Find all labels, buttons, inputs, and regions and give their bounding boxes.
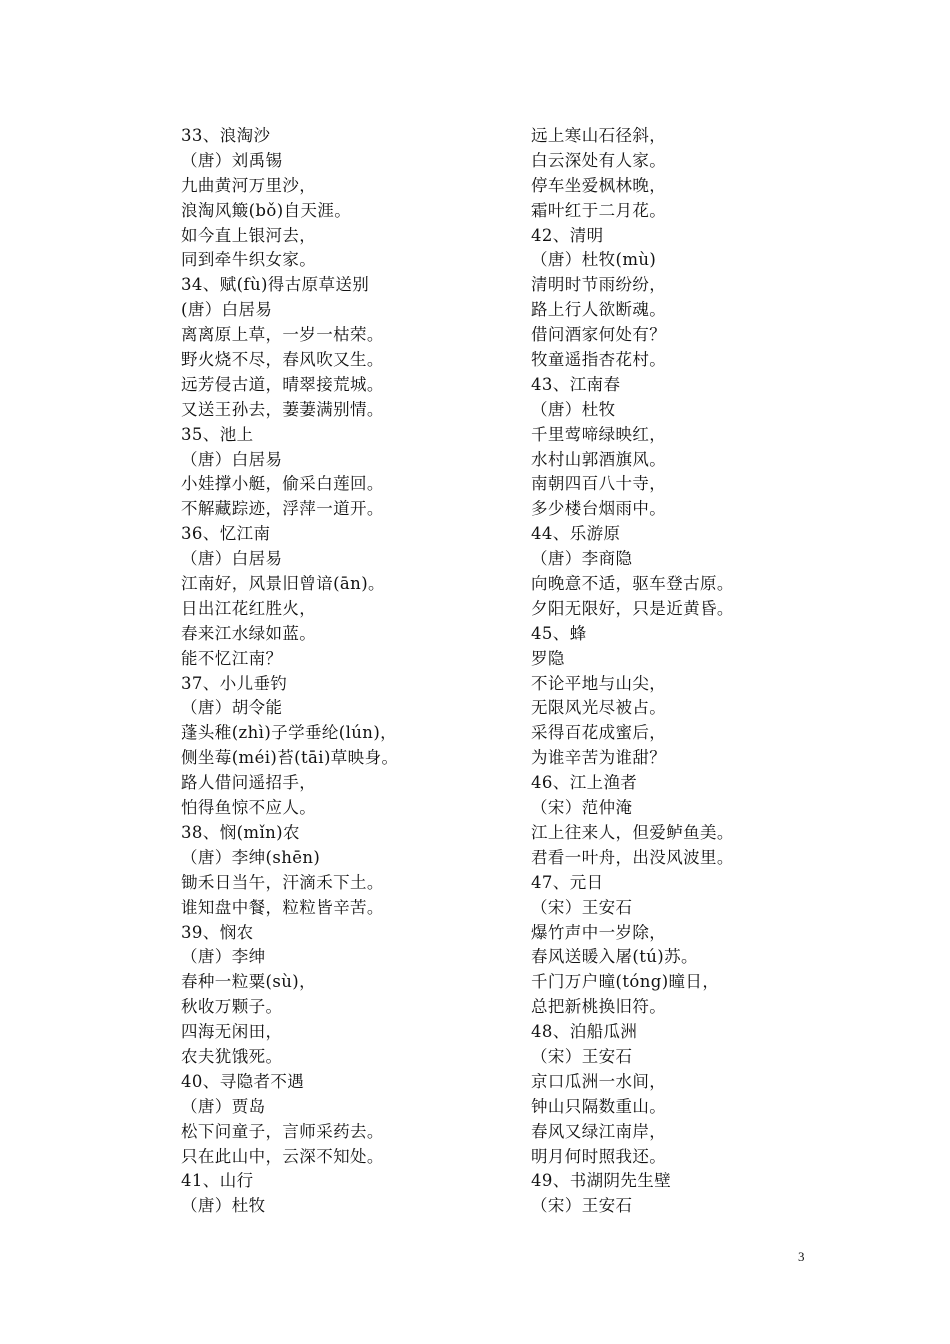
text-line: 蓬头稚(zhì)子学垂纶(lún)， xyxy=(181,723,398,743)
text-line: 南朝四百八十寺， xyxy=(531,474,667,494)
text-line: 只在此山中，云深不知处。 xyxy=(181,1146,384,1166)
text-line: 千门万户曈(tóng)曈日， xyxy=(531,972,720,992)
text-line: 钟山只隔数重山。 xyxy=(531,1096,667,1116)
text-line: 为谁辛苦为谁甜？ xyxy=(531,748,667,768)
text-line: 41、山行 xyxy=(181,1171,254,1191)
text-line: 34、赋(fù)得古原草送别 xyxy=(181,275,370,295)
text-line: 不论平地与山尖， xyxy=(531,673,667,693)
text-line: 36、忆江南 xyxy=(181,524,271,544)
text-line: 同到牵牛织女家。 xyxy=(181,250,317,270)
text-line: 小娃撑小艇，偷采白莲回。 xyxy=(181,474,384,494)
text-line: 不解藏踪迹，浮萍一道开。 xyxy=(181,499,384,519)
text-line: 江南好，风景旧曾谙(ān)。 xyxy=(181,574,385,594)
page-number: 3 xyxy=(798,1249,805,1264)
text-line: 春风送暖入屠(tú)苏。 xyxy=(531,947,698,967)
text-line: （宋）王安石 xyxy=(531,1046,633,1066)
text-line: 如今直上银河去， xyxy=(181,225,317,245)
text-line: 罗隐 xyxy=(531,648,565,668)
text-line: （唐）白居易 xyxy=(181,549,283,569)
text-line: 远上寒山石径斜， xyxy=(531,126,667,145)
text-line: （宋）王安石 xyxy=(531,897,633,917)
text-line: 白云深处有人家。 xyxy=(531,150,667,170)
text-line: （唐）刘禹锡 xyxy=(181,150,283,170)
text-line: （唐）白居易 xyxy=(181,449,283,469)
text-line: 离离原上草，一岁一枯荣。 xyxy=(181,325,384,345)
text-line: 48、泊船瓜洲 xyxy=(531,1022,638,1042)
text-line: 松下问童子，言师采药去。 xyxy=(181,1121,384,1141)
text-line: 能不忆江南？ xyxy=(181,648,283,668)
text-line: 浪淘风簸(bǒ)自天涯。 xyxy=(181,200,352,220)
text-line: 爆竹声中一岁除， xyxy=(531,922,667,942)
text-line: 锄禾日当午，汗滴禾下土。 xyxy=(181,872,384,892)
text-line: （唐）杜牧 xyxy=(181,1196,266,1216)
text-line: 京口瓜洲一水间， xyxy=(531,1071,667,1091)
text-line: 42、清明 xyxy=(531,225,604,245)
text-line: 千里莺啼绿映红， xyxy=(531,424,667,444)
text-line: （宋）范仲淹 xyxy=(531,798,633,818)
text-line: 多少楼台烟雨中。 xyxy=(531,499,667,519)
text-line: 45、蜂 xyxy=(531,623,587,643)
text-line: （唐）李绅 xyxy=(181,947,266,967)
text-line: 四海无闲田， xyxy=(181,1022,283,1042)
text-line: （唐）李商隐 xyxy=(531,549,633,569)
text-line: 霜叶红于二月花。 xyxy=(531,200,667,220)
text-line: 野火烧不尽，春风吹又生。 xyxy=(181,350,384,370)
text-line: （唐）杜牧(mù) xyxy=(531,250,657,270)
text-line: 采得百花成蜜后， xyxy=(531,723,667,743)
text-line: 无限风光尽被占。 xyxy=(531,698,667,718)
text-line: （唐）杜牧 xyxy=(531,399,616,419)
text-line: 43、江南春 xyxy=(531,374,621,394)
text-line: 牧童遥指杏花村。 xyxy=(531,350,667,370)
text-line: （唐）胡令能 xyxy=(181,698,283,718)
text-line: 33、浪淘沙 xyxy=(181,126,271,145)
text-line: (唐）白居易 xyxy=(181,300,273,320)
text-line: 44、乐游原 xyxy=(531,524,621,544)
text-line: （宋）王安石 xyxy=(531,1196,633,1216)
text-line: 46、江上渔者 xyxy=(531,773,638,793)
right-text-column xyxy=(531,124,861,1219)
text-line: 路人借问遥招手， xyxy=(181,773,317,793)
text-line: 春来江水绿如蓝。 xyxy=(181,623,317,643)
text-line: 日出江花红胜火， xyxy=(181,598,317,618)
text-line: 谁知盘中餐，粒粒皆辛苦。 xyxy=(181,897,384,917)
text-line: 47、元日 xyxy=(531,872,604,892)
text-line: 38、悯(mǐn)农 xyxy=(181,822,300,842)
text-line: 侧坐莓(méi)苔(tāi)草映身。 xyxy=(181,748,399,768)
text-line: 怕得鱼惊不应人。 xyxy=(181,798,317,818)
text-line: 江上往来人，但爱鲈鱼美。 xyxy=(531,822,734,842)
text-line: 总把新桃换旧符。 xyxy=(531,997,667,1017)
text-line: 37、小儿垂钓 xyxy=(181,673,288,693)
text-line: 夕阳无限好，只是近黄昏。 xyxy=(531,598,734,618)
text-line: 春种一粒粟(sù)， xyxy=(181,972,316,992)
text-line: 又送王孙去，萋萋满别情。 xyxy=(181,399,384,419)
text-line: 停车坐爱枫林晚， xyxy=(531,175,667,195)
text-line: 农夫犹饿死。 xyxy=(181,1046,283,1066)
text-line: （唐）李绅(shēn) xyxy=(181,847,321,867)
text-line: 40、寻隐者不遇 xyxy=(181,1071,305,1091)
text-line: 35、池上 xyxy=(181,424,254,444)
text-line: 远芳侵古道，晴翠接荒城。 xyxy=(181,374,384,394)
text-line: 清明时节雨纷纷， xyxy=(531,275,667,295)
text-line: 水村山郭酒旗风。 xyxy=(531,449,667,469)
text-line: 向晚意不适，驱车登古原。 xyxy=(531,574,734,594)
text-line: （唐）贾岛 xyxy=(181,1096,266,1116)
text-line: 春风又绿江南岸， xyxy=(531,1121,667,1141)
text-line: 明月何时照我还。 xyxy=(531,1146,667,1166)
text-line: 路上行人欲断魂。 xyxy=(531,300,667,320)
text-line: 39、悯农 xyxy=(181,922,254,942)
text-line: 49、书湖阴先生壁 xyxy=(531,1171,672,1191)
text-line: 秋收万颗子。 xyxy=(181,997,283,1017)
text-line: 借问酒家何处有？ xyxy=(531,325,667,345)
text-line: 君看一叶舟，出没风波里。 xyxy=(531,847,734,867)
left-text-column xyxy=(181,124,511,1219)
text-line: 九曲黄河万里沙， xyxy=(181,175,317,195)
